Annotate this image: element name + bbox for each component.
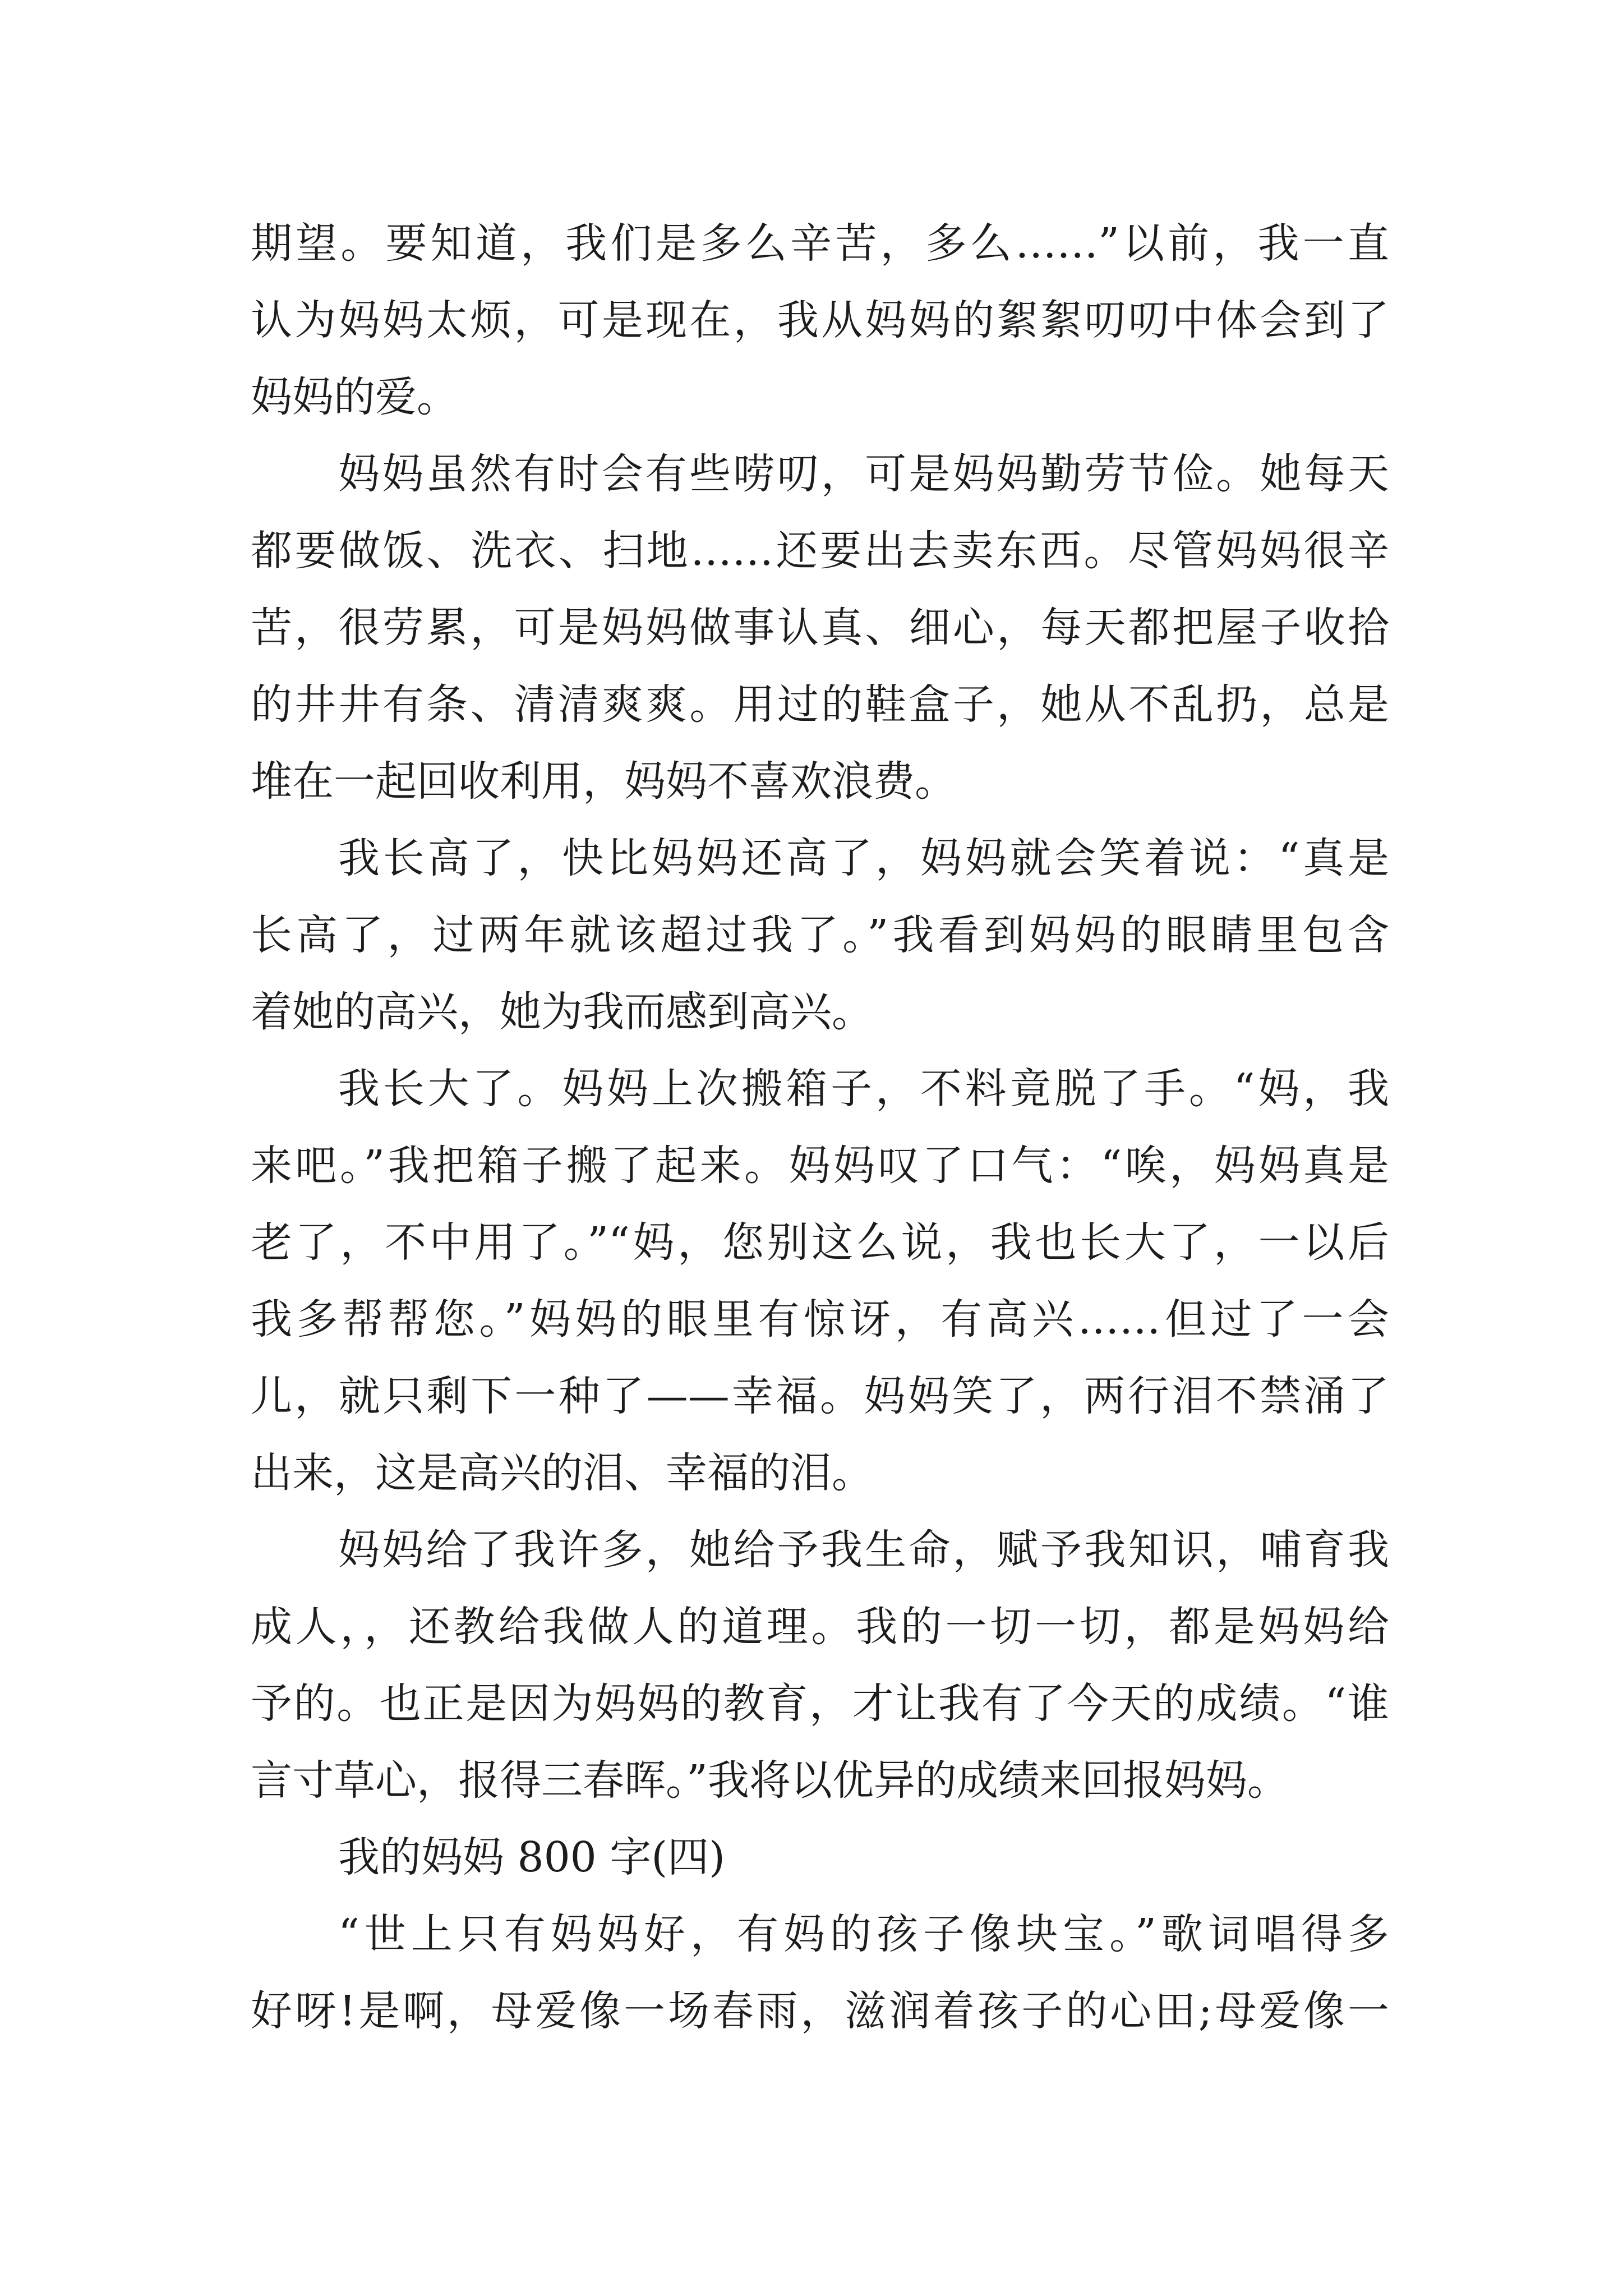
text-line: 儿，就只剩下一种了——幸福。妈妈笑了，两行泪不禁涌了 — [251, 1372, 1389, 1420]
text-line: 堆在一起回收利用，妈妈不喜欢浪费。 — [251, 757, 956, 806]
paragraph — [251, 1051, 1389, 1512]
text-line: 妈妈虽然有时会有些唠叨，可是妈妈勤劳节俭。她每天 — [338, 450, 1389, 498]
text-line: 来吧。”我把箱子搬了起来。妈妈叹了口气：“唉，妈妈真是 — [251, 1142, 1389, 1190]
text-line: 妈妈给了我许多，她给予我生命，赋予我知识，哺育我 — [338, 1526, 1389, 1574]
text-line: 着她的高兴，她为我而感到高兴。 — [251, 988, 873, 1036]
text-line: 予的。也正是因为妈妈的教育，才让我有了今天的成绩。“谁 — [251, 1680, 1389, 1728]
text-line: “世上只有妈妈好，有妈的孩子像块宝。”歌词唱得多 — [338, 1910, 1389, 1958]
text-line: 言寸草心，报得三春晖。”我将以优异的成绩来回报妈妈。 — [251, 1756, 1289, 1805]
text-line: 认为妈妈太烦，可是现在，我从妈妈的絮絮叨叨中体会到了 — [251, 296, 1389, 344]
section-heading: 我的妈妈 800 字(四) — [338, 1833, 726, 1881]
paragraph — [251, 1896, 1389, 2050]
text-line: 我长大了。妈妈上次搬箱子，不料竟脱了手。“妈，我 — [338, 1065, 1389, 1113]
text-line: 苦，很劳累，可是妈妈做事认真、细心，每天都把屋子收拾 — [251, 604, 1389, 652]
text-line: 都要做饭、洗衣、扫地……还要出去卖东西。尽管妈妈很辛 — [251, 527, 1389, 575]
text-line: 的井井有条、清清爽爽。用过的鞋盒子，她从不乱扔，总是 — [251, 680, 1389, 729]
text-line: 老了，不中用了。”“妈，您别这么说，我也长大了，一以后 — [251, 1218, 1389, 1267]
paragraph — [251, 820, 1389, 1051]
text-line: 成人，，还教给我做人的道理。我的一切一切，都是妈妈给 — [251, 1603, 1389, 1651]
text-line: 我长高了，快比妈妈还高了，妈妈就会笑着说：“真是 — [338, 834, 1389, 882]
text-line: 我多帮帮您。”妈妈的眼里有惊讶，有高兴……但过了一会 — [251, 1295, 1389, 1343]
text-column — [251, 205, 1389, 2050]
paragraph — [251, 205, 1389, 436]
text-line: 出来，这是高兴的泪、幸福的泪。 — [251, 1449, 873, 1497]
text-line: 期望。要知道，我们是多么辛苦，多么……”以前，我一直 — [251, 219, 1389, 268]
paragraph — [251, 436, 1389, 820]
text-line: 好呀!是啊，母爱像一场春雨，滋润着孩子的心田;母爱像一 — [251, 1987, 1389, 2035]
paragraph — [251, 1512, 1389, 1819]
text-line: 妈妈的爱。 — [251, 373, 458, 421]
text-line: 长高了，过两年就该超过我了。”我看到妈妈的眼睛里包含 — [251, 911, 1389, 959]
